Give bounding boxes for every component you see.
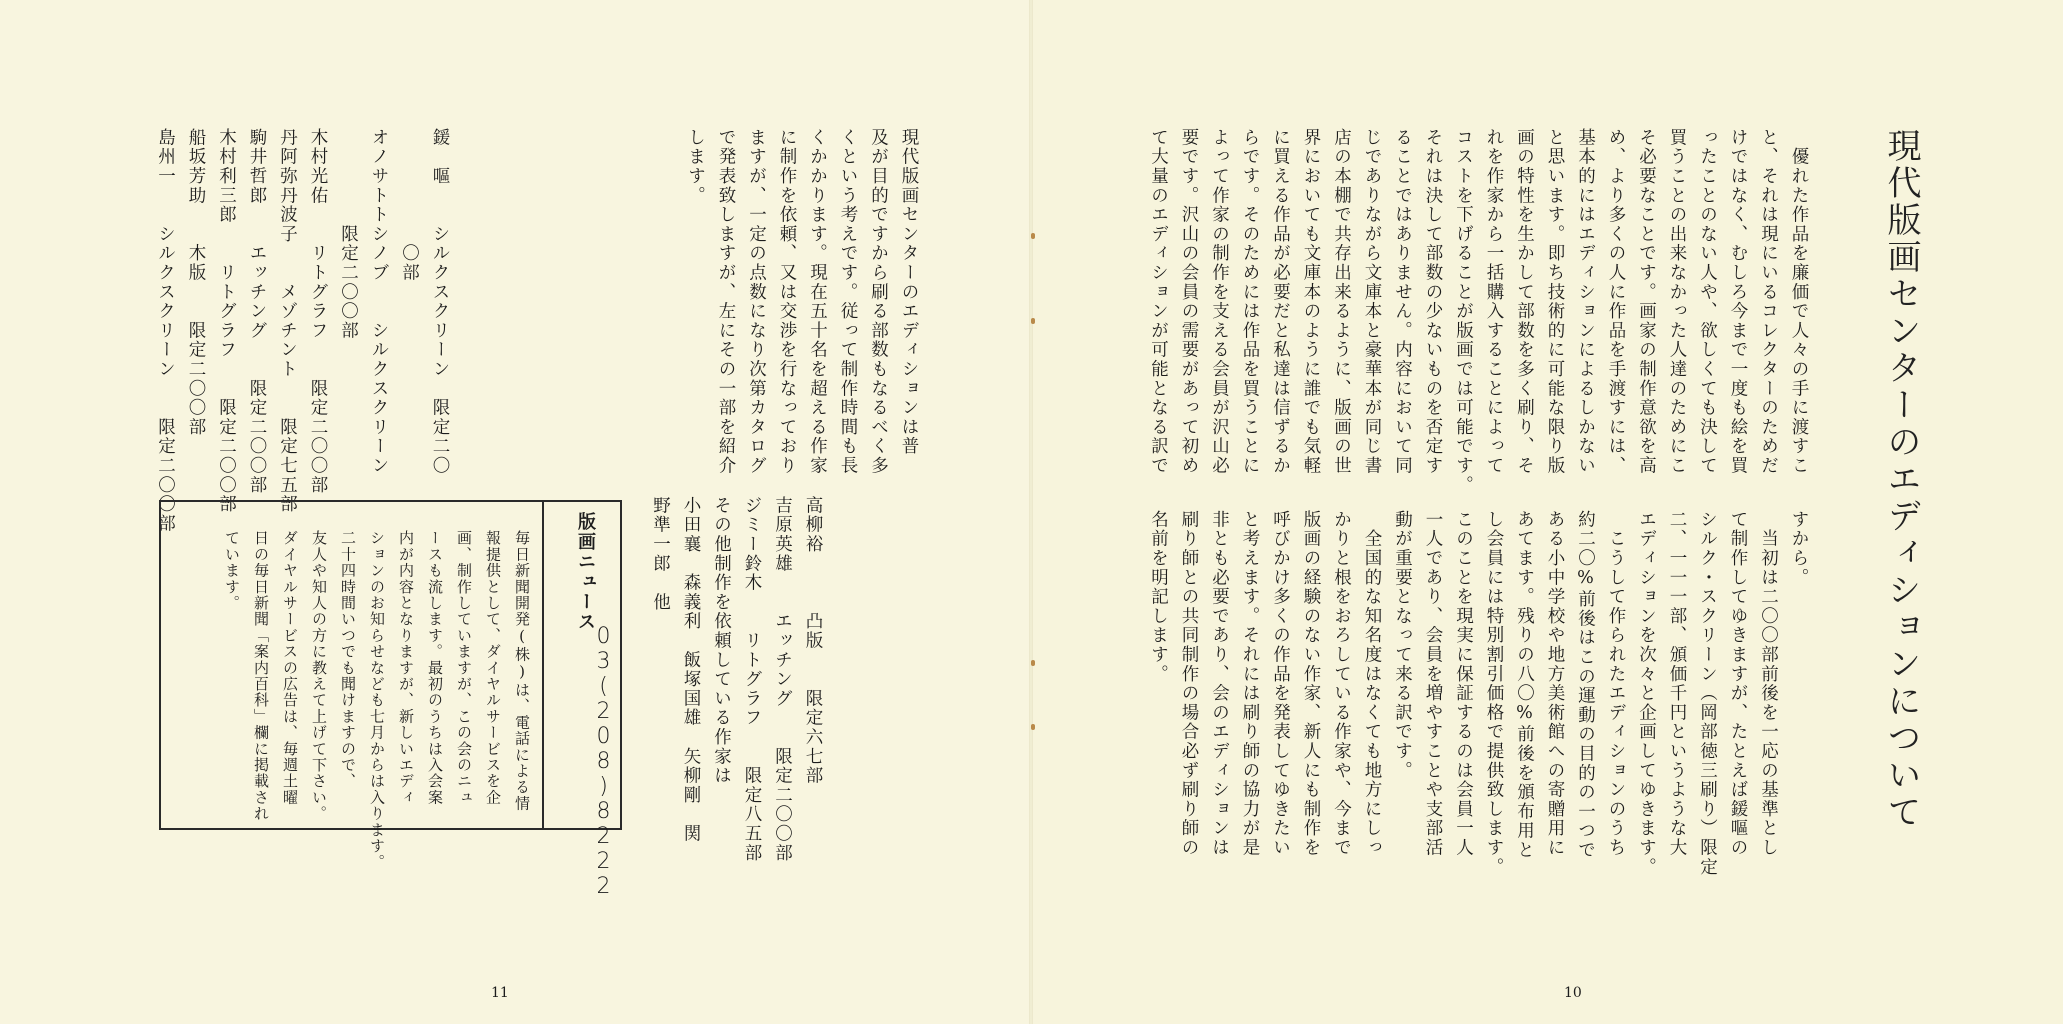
page-number-left: 11 bbox=[491, 985, 509, 1001]
staple-mark bbox=[1031, 233, 1035, 239]
center-gutter bbox=[1029, 0, 1033, 1024]
artist-editions-list-continued: 高柳裕 凸版 限定六七部 吉原英雄 エッチング 限定二〇〇部 ジミー鈴木 リトグラフ 限定八五部 その他制作を依頼している作家は 小田襄 森義利 飯塚国雄 矢柳剛 関 野準一郎 他 bbox=[650, 496, 823, 863]
page-title: 現代版画センターのエディションについて bbox=[1881, 128, 1921, 831]
intro-paragraph: 現代版画センターのエディションは普 及が目的ですから刷る部数もなるべく多 くという考えです。従って制作時間も長 くかかります。現在五十名を超える作家 に制作を依頼、又は交渉を行なっており ますが、一定の点数になり次第カタログ で発表致しますが、左にその一部を紹介 します。 bbox=[685, 128, 919, 476]
artist-editions-list: 鍰 嘔 シルクスクリーン 限定二〇 〇部 オノサトトシノブ シルクスクリーン 限定二〇〇部 木村光佑 リトグラフ 限定二〇〇部 丹阿弥丹波子 メゾチント 限定七五部 駒井哲郎 エッチング 限定二〇〇部 木村利三郎 リトグラフ 限定二〇〇部 船坂芳助 木版 限定二〇〇部 島州一 シルクスクリーン 限定二〇〇部 bbox=[155, 128, 450, 534]
news-box-body: 毎日新聞開発(株)は、電話による情 報提供として、ダイヤルサービスを企 画、制作していますが、この会のニュ ースも流します。最初のうちは入会案 内が内容となりますが、新しいエディ ションのお知らせなども七月からは入ります。 二十四時間いつでも聞けますので、 友人や知人の方に教えて上げて下さい。 ダイヤルサービスの広告は、毎週土曜 日の毎日新聞「案内百科」欄に掲載され ています。 bbox=[223, 530, 531, 871]
news-box-title: 版画ニュース bbox=[575, 512, 596, 632]
staple-mark bbox=[1031, 660, 1035, 666]
page-left bbox=[0, 0, 1031, 1024]
article-body-lower: すから。 当初は二〇〇部前後を一応の基準とし て制作してゆきますが、たとえば鍰嘔の シルク・スクリーン（岡部徳三刷り）限定 二、一一一部、頒価千円というような大 エディションを次々と企画してゆきます。 こうして作られたエディションのうち 約二〇%前後はこの運動の目的の一つで ある小中学校や地方美術館への寄贈用に あてます。残りの八〇%前後を頒布用と し会員には特別割引価格で提供致します。 このことを現実に保証するのは会員一人 一人であり、会員を増やすことや支部活 動が重要となって来る訳です。 全国的な知名度はなくても地方にしっ かりと根をおろしている作家や、今まで 版画の経験のない作家、新人にも制作を 呼びかけ多くの作品を発表してゆきたい と考えます。それには刷り師の協力が是 非とも必要であり、会のエディションは 刷り師との共同制作の場合必ず刷り師の 名前を明記します。 bbox=[1148, 510, 1809, 877]
staple-mark bbox=[1031, 724, 1035, 730]
news-box-header bbox=[542, 502, 620, 899]
page-right bbox=[1031, 0, 2063, 1024]
news-box bbox=[159, 500, 622, 899]
news-box-phone: 03(208)8222 bbox=[591, 624, 616, 899]
article-body-upper: 優れた作品を廉価で人々の手に渡すこ と、それは現にいるコレクターのためだ けではなく、むしろ今まで一度も絵を買 ったことのない人や、欲しくても決して 買うことの出来なかった人達のためにこ そ必要なことです。画家の制作意欲を高 め、より多くの人に作品を手渡すには、 基本的にはエディションによるしかない と思います。即ち技術的に可能な限り版 画の特性を生かして部数を多く刷り、そ れを作家から一括購入することによって コストを下げることが版画では可能です。 それは決して部数の少ないものを否定す ることではありません。内容において同 じでありながら文庫本と豪華本が同じ書 店の本棚で共存出来るように、版画の世 界においても文庫本のように誰でも気軽 に買える作品が必要だと私達は信ずるか らです。そのためには作品を買うことに よって作家の制作を支える会員が沢山必 要です。沢山の会員の需要があって初め て大量のエディションが可能となる訳で bbox=[1148, 128, 1809, 495]
page-number-right: 10 bbox=[1564, 985, 1582, 1001]
staple-mark bbox=[1031, 318, 1035, 324]
